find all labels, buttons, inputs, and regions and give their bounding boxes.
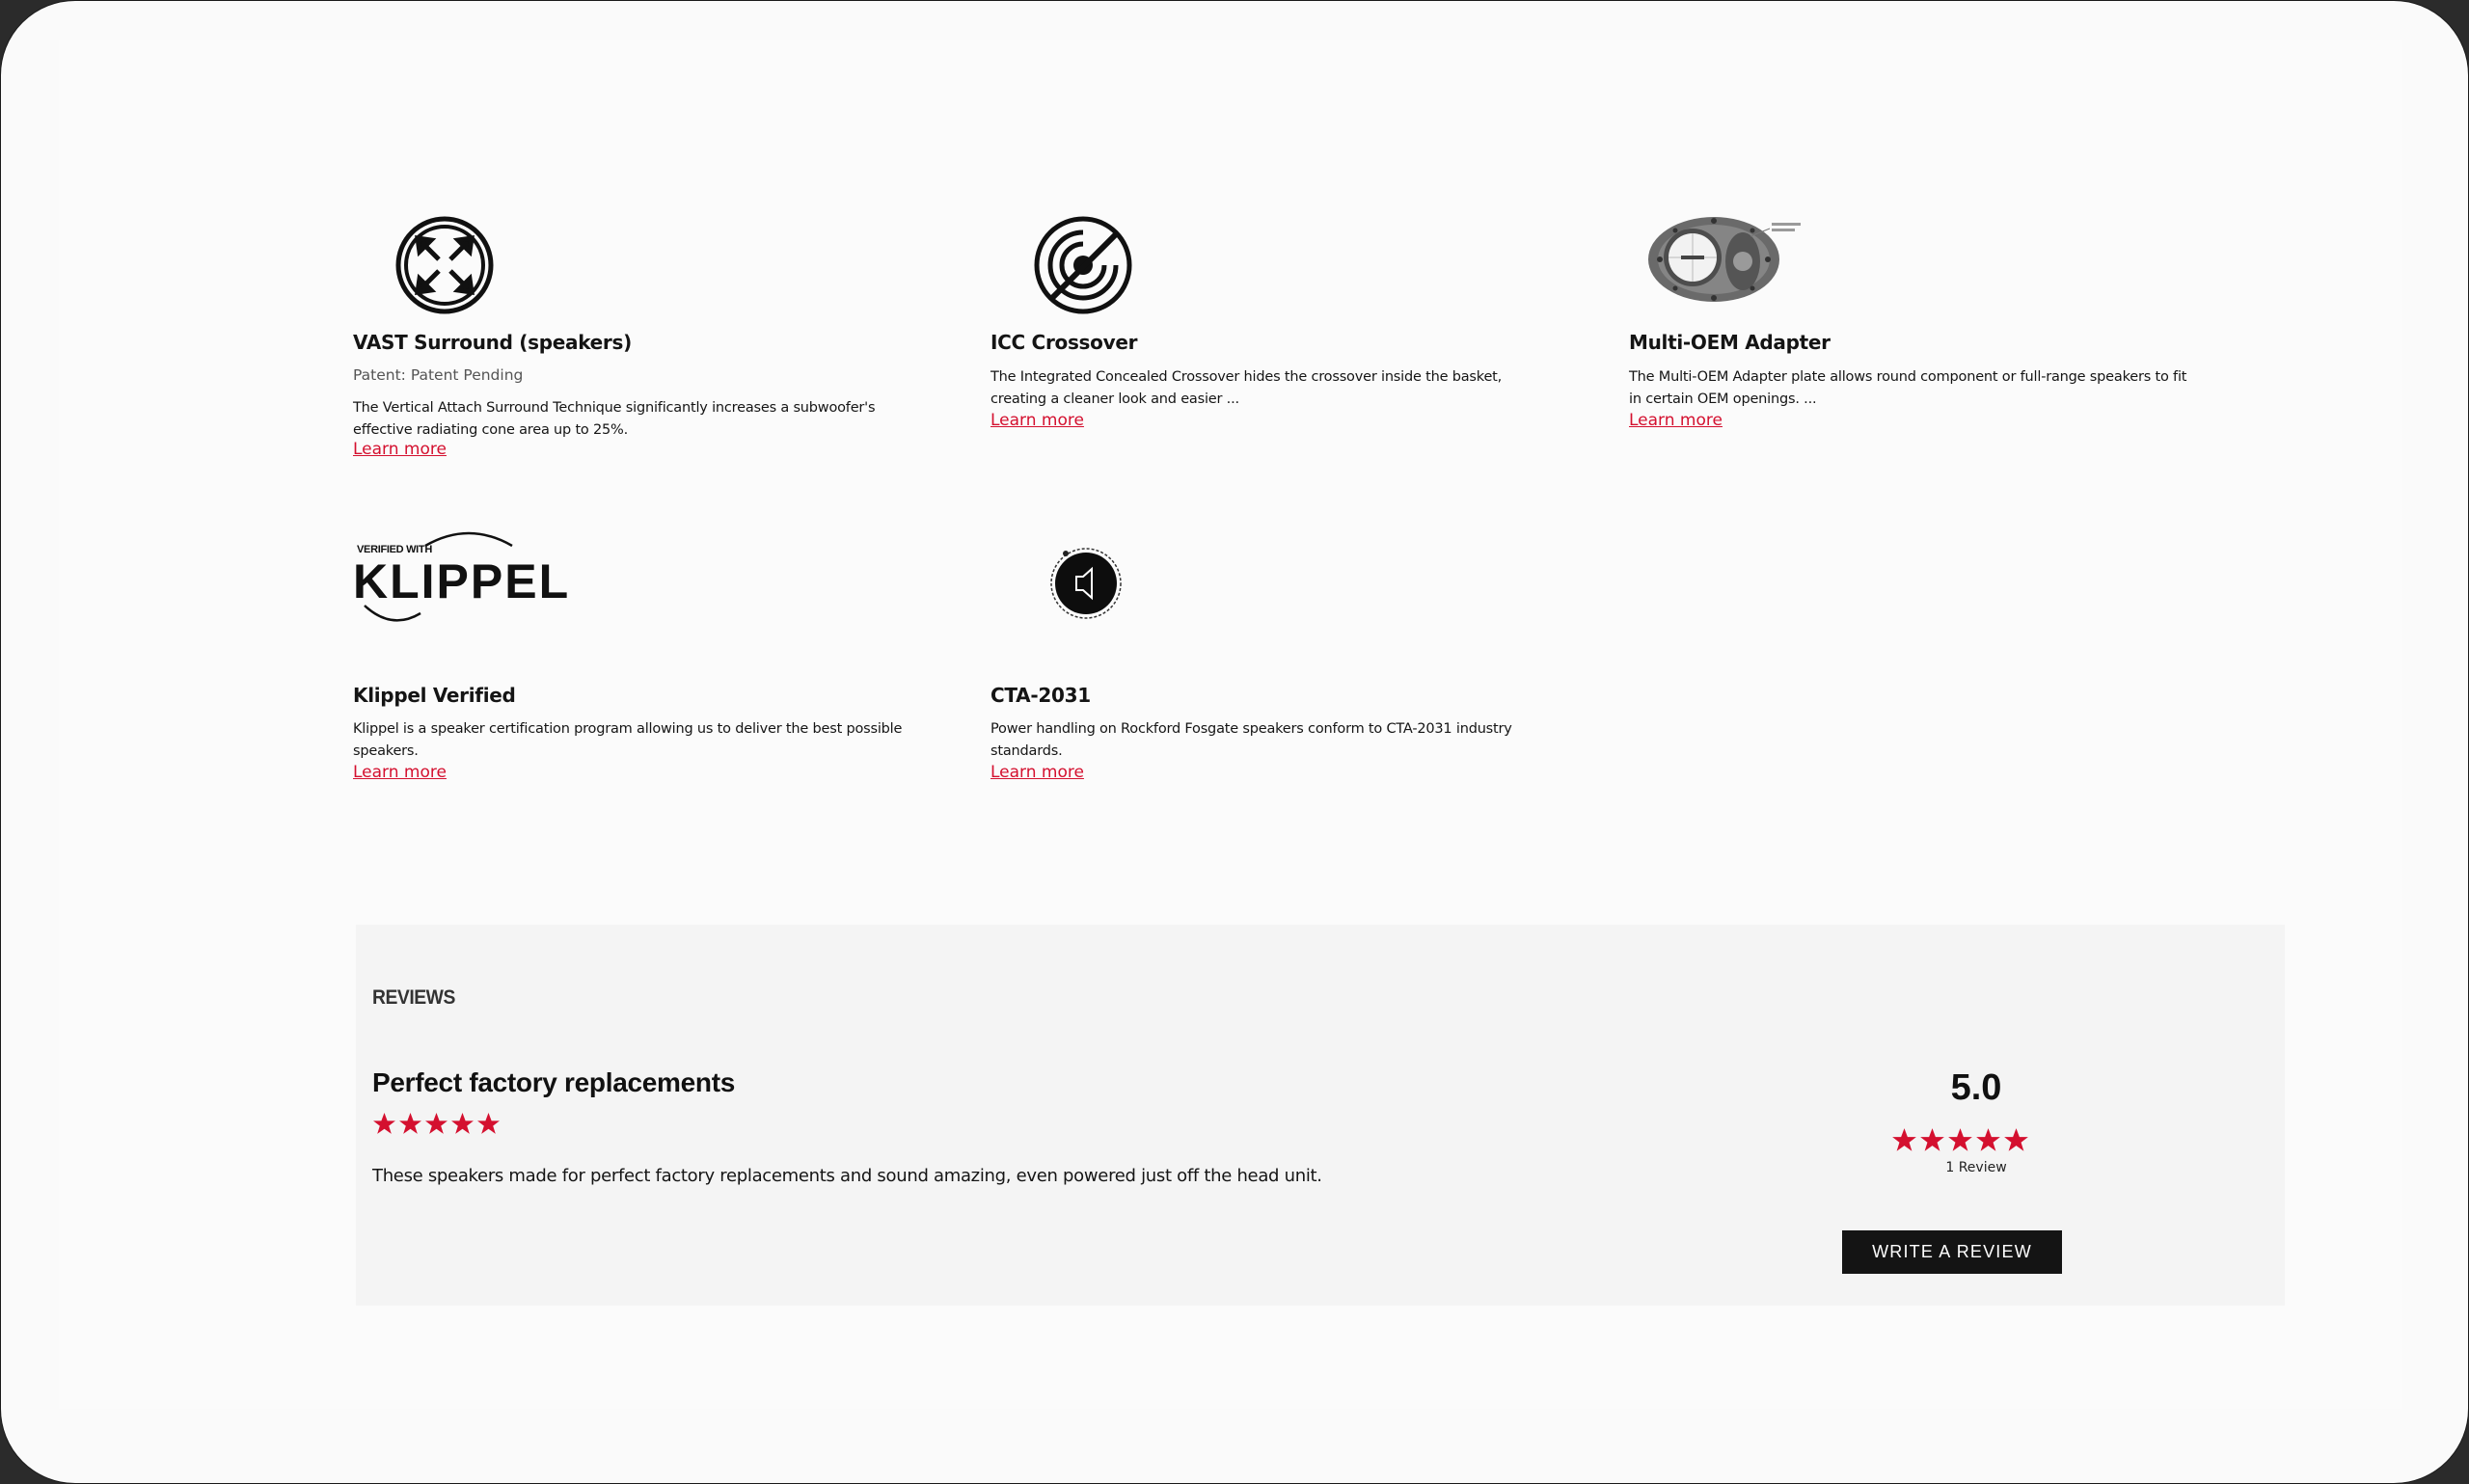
star-icon (476, 1112, 501, 1136)
reviews-section (356, 925, 2285, 1306)
feature-description (990, 366, 1502, 410)
star-icon (372, 1112, 396, 1136)
description-line: effective radiating cone area up to 25%. (353, 421, 629, 438)
description-line: The Vertical Attach Surround Technique significantly increases a subwoofer's (353, 400, 876, 416)
learn-more-link[interactable]: Learn more (1629, 411, 1723, 430)
multi-oem-adapter-image (1646, 211, 1810, 311)
reviews-heading: REVIEWS (372, 986, 455, 1009)
description-line: in certain OEM openings. ... (1629, 391, 1817, 407)
description-line: The Multi-OEM Adapter plate allows round component or full-range speakers to fit (1629, 369, 2187, 385)
review-star-rating (372, 1112, 501, 1136)
description-line: speakers. (353, 742, 419, 759)
review-body: These speakers made for perfect factory replacements and sound amazing, even powered just off the head unit. (372, 1166, 1322, 1186)
feature-title: CTA-2031 (990, 684, 1091, 707)
review-count: 1 Review (1945, 1160, 2007, 1175)
feature-title: Klippel Verified (353, 684, 516, 707)
learn-more-link[interactable]: Learn more (353, 763, 447, 782)
description-line: The Integrated Concealed Crossover hides the crossover inside the basket, (990, 369, 1503, 385)
icc-crossover-icon (1033, 215, 1133, 319)
star-icon (424, 1112, 448, 1136)
average-rating: 5.0 (1950, 1067, 2002, 1108)
star-icon (398, 1112, 422, 1136)
average-star-rating (1891, 1127, 2029, 1153)
review-title: Perfect factory replacements (372, 1067, 735, 1097)
description-line: standards. (990, 742, 1063, 759)
star-icon (1891, 1127, 1917, 1153)
star-icon (450, 1112, 475, 1136)
expand-arrows-icon (394, 215, 495, 319)
star-icon (2003, 1127, 2029, 1153)
feature-title: ICC Crossover (990, 331, 1138, 354)
description-line: Power handling on Rockford Fosgate speakers conform to CTA-2031 industry (990, 721, 1512, 737)
description-line: creating a cleaner look and easier ... (990, 391, 1239, 407)
learn-more-link[interactable]: Learn more (353, 440, 447, 459)
cta-2031-badge-icon (1048, 537, 1124, 630)
learn-more-link[interactable]: Learn more (990, 411, 1084, 430)
learn-more-link[interactable]: Learn more (990, 763, 1084, 782)
feature-description (353, 397, 875, 441)
feature-patent: Patent: Patent Pending (353, 366, 524, 384)
star-icon (1919, 1127, 1945, 1153)
feature-description (990, 718, 1512, 762)
feature-title: Multi-OEM Adapter (1629, 331, 1831, 354)
description-line: Klippel is a speaker certification program allowing us to deliver the best possible (353, 721, 903, 737)
star-icon (1975, 1127, 2001, 1153)
feature-description (1629, 366, 2186, 410)
feature-title: VAST Surround (speakers) (353, 331, 632, 354)
write-review-button[interactable]: WRITE A REVIEW (1842, 1230, 2062, 1274)
klippel-logo-wordmark: KLIPPEL (353, 554, 571, 608)
product-page (59, 40, 2402, 1409)
klippel-logo (353, 526, 571, 623)
feature-description (353, 718, 902, 762)
klippel-logo-tagline: VERIFIED WITH (357, 544, 432, 555)
star-icon (1947, 1127, 1973, 1153)
